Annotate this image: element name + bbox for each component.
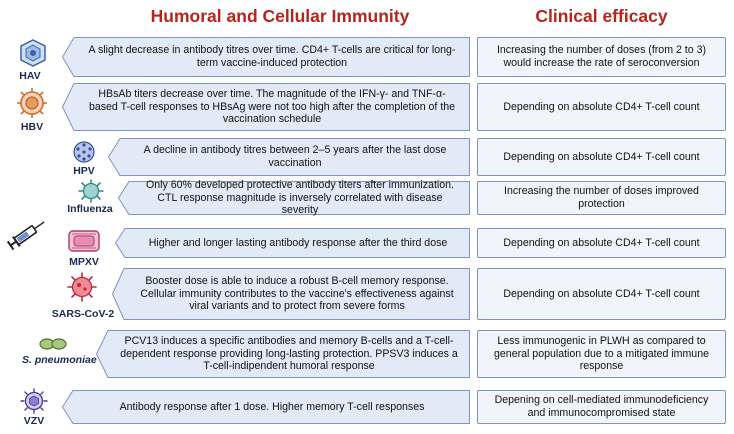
clinical-text-s-pneumoniae: Less immunogenic in PLWH as compared to general population due to a mitigated immune response — [477, 330, 726, 378]
sars-cov-2-virus-icon — [66, 272, 98, 302]
pathogen-label-hav: HAV — [19, 70, 41, 82]
hav-virus-icon — [18, 39, 48, 67]
pathogen-label-hbv: HBV — [20, 121, 44, 133]
pathogen-influenza — [0, 181, 113, 215]
clinical-text-hav: Increasing the number of doses (from 2 to 3) would increase the rate of seroconversion — [477, 37, 726, 77]
clinical-text-hpv: Depending on absolute CD4+ T-cell count — [477, 138, 726, 176]
row-hpv — [0, 138, 734, 176]
clinical-text-sars-cov-2: Depending on absolute CD4+ T-cell count — [477, 268, 726, 320]
pathogen-s-pneumoniae — [0, 330, 97, 378]
header-humoral-cellular-immunity: Humoral and Cellular Immunity — [150, 6, 410, 26]
row-sars-cov-2 — [0, 268, 734, 320]
immunity-text-sars-cov-2: Booster dose is able to induce a robust B-cell memory response. Cellular immunity contributes to the vaccine's effectiveness against viral variants and to protect from severe forms — [140, 275, 454, 313]
hbv-virus-icon — [16, 87, 48, 119]
pathogen-hav — [0, 37, 62, 82]
pathogen-label-mpxv: MPXV — [69, 256, 99, 268]
pathogen-mpxv — [0, 228, 99, 268]
immunity-text-s-pneumoniae: PCV13 induces a specific antibodies and memory B-cells and a T-cell-dependent response providing long-lasting protection. PPSV3 induces a T-cell-indipendent humoral response — [120, 335, 458, 373]
immunity-text-mpxv: Higher and longer lasting antibody response after the third dose — [148, 236, 448, 249]
row-vzv — [0, 390, 734, 427]
pathogen-hbv — [0, 83, 62, 131]
pathogen-label-influenza: Influenza — [67, 203, 113, 215]
influenza-virus-icon — [76, 179, 106, 203]
row-influenza — [0, 181, 734, 215]
vzv-virus-icon — [20, 388, 48, 414]
clinical-text-influenza: Increasing the number of doses improved protection — [477, 181, 726, 215]
clinical-text-hbv: Depending on absolute CD4+ T-cell count — [477, 83, 726, 131]
pathogen-hpv — [0, 138, 95, 177]
row-hav — [0, 37, 734, 82]
pathogen-vzv — [0, 390, 62, 427]
immunity-text-hbv: HBsAb titers decrease over time. The magnitude of the IFN-γ- and TNF-α-based T-cell responses to HBsAg were not too high after the completion of the vaccination schedule — [88, 88, 456, 126]
clinical-text-vzv: Depening on cell-mediated immunodeficiency and immunocompromised state — [477, 390, 726, 424]
clinical-text-mpxv: Depending on absolute CD4+ T-cell count — [477, 228, 726, 258]
mpxv-virus-icon — [68, 230, 100, 252]
pathogen-label-s-pneumoniae: S. pneumoniae — [22, 354, 97, 366]
immunity-text-influenza: Only 60% developed protective antibody titers after immunization. CTL response magnitude is inversely correlated with disease severity — [146, 179, 454, 217]
pathogen-label-vzv: VZV — [23, 415, 45, 427]
immunity-text-hav: A slight decrease in antibody titres over time. CD4+ T-cells are critical for long-term vaccine-induced protection — [88, 44, 456, 69]
s-pneumoniae-bacteria-icon — [38, 336, 68, 352]
row-s-pneumoniae — [0, 330, 734, 378]
pathogen-label-sars-cov-2: SARS-CoV-2 — [51, 308, 115, 320]
hpv-virus-icon — [71, 140, 97, 164]
row-hbv — [0, 83, 734, 131]
pathogen-label-hpv: HPV — [73, 165, 95, 177]
immunity-text-hpv: A decline in antibody titres between 2–5 years after the last dose vaccination — [143, 144, 447, 169]
header-clinical-efficacy: Clinical efficacy — [535, 6, 668, 26]
immunity-text-vzv: Antibody response after 1 dose. Higher memory T-cell responses — [119, 400, 425, 413]
pathogen-sars-cov-2 — [0, 268, 115, 320]
row-mpxv — [0, 228, 734, 268]
